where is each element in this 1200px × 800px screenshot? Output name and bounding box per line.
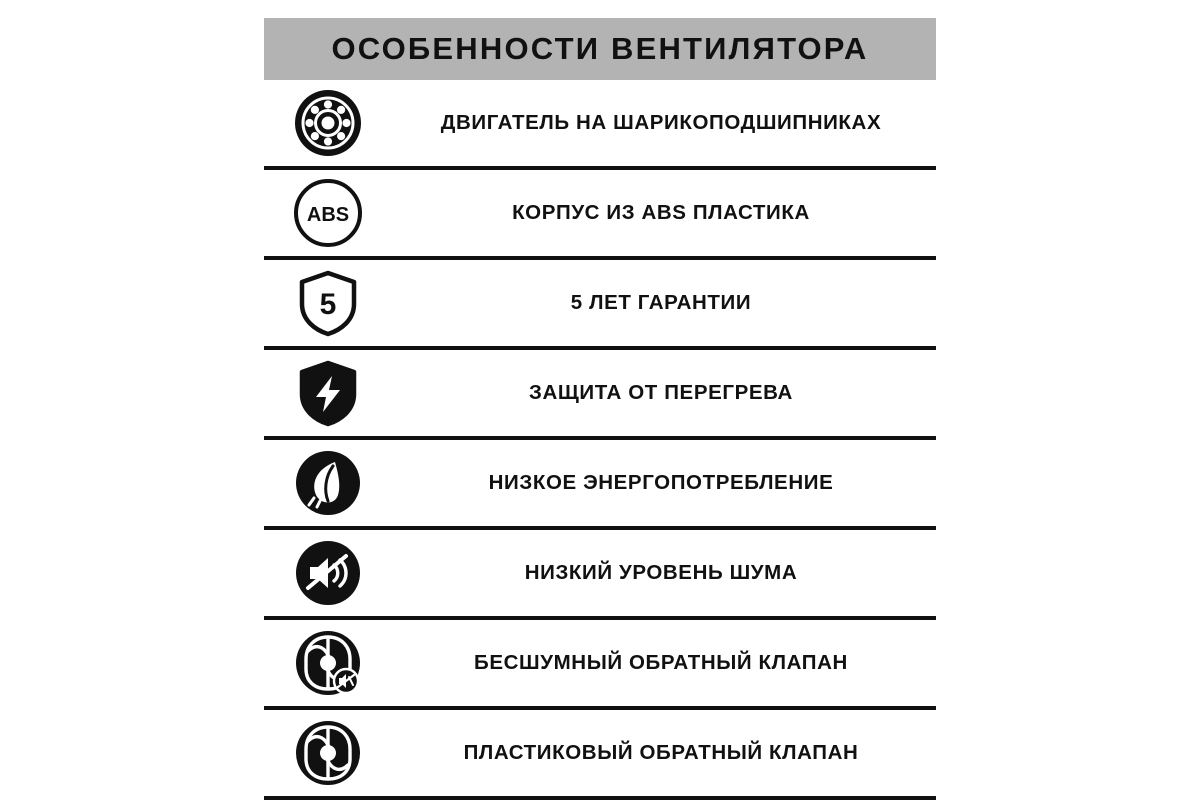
feature-icon-cell	[264, 89, 392, 157]
page-title: ОСОБЕННОСТИ ВЕНТИЛЯТОРА	[331, 31, 869, 66]
panel-title-bar	[264, 18, 936, 80]
feature-label-cell	[392, 291, 936, 315]
feature-icon-cell	[264, 269, 392, 337]
silent-check-valve-icon	[294, 629, 362, 697]
feature-icon-cell	[264, 539, 392, 607]
feature-label-cell	[392, 381, 936, 405]
feature-icon-cell	[264, 449, 392, 517]
mute-speaker-icon	[294, 539, 362, 607]
feature-label: ДВИГАТЕЛЬ НА ШАРИКОПОДШИПНИКАХ	[440, 111, 882, 134]
feature-row	[264, 350, 936, 440]
ball-bearing-icon	[294, 89, 362, 157]
feature-icon-cell	[264, 359, 392, 427]
abs-plastic-icon	[294, 179, 362, 247]
feature-label: ЗАЩИТА ОТ ПЕРЕГРЕВА	[529, 381, 793, 404]
feature-label: НИЗКИЙ УРОВЕНЬ ШУМА	[524, 561, 798, 584]
feature-label: БЕСШУМНЫЙ ОБРАТНЫЙ КЛАПАН	[474, 651, 848, 674]
feature-label: КОРПУС ИЗ ABS ПЛАСТИКА	[512, 201, 810, 224]
feature-panel	[264, 18, 936, 800]
feature-icon-cell	[264, 629, 392, 697]
feature-label-cell	[392, 111, 936, 135]
feature-label-cell	[392, 201, 936, 225]
feature-row	[264, 530, 936, 620]
feature-label: НИЗКОЕ ЭНЕРГОПОТРЕБЛЕНИЕ	[488, 471, 834, 494]
svg-text:ABS: ABS	[306, 204, 350, 226]
feature-row	[264, 80, 936, 170]
feature-rows	[264, 80, 936, 800]
svg-text:5: 5	[319, 288, 337, 321]
feature-row	[264, 260, 936, 350]
feature-row	[264, 710, 936, 800]
warranty-shield-icon	[294, 269, 362, 337]
feature-label-cell	[392, 561, 936, 585]
feature-icon-cell	[264, 719, 392, 787]
feature-row	[264, 620, 936, 710]
feature-label-cell	[392, 471, 936, 495]
feature-icon-cell	[264, 179, 392, 247]
low-energy-leaf-icon	[294, 449, 362, 517]
feature-label-cell	[392, 741, 936, 765]
plastic-check-valve-icon	[294, 719, 362, 787]
feature-label: ПЛАСТИКОВЫЙ ОБРАТНЫЙ КЛАПАН	[463, 741, 859, 764]
feature-row	[264, 440, 936, 530]
overheat-protection-shield-icon	[294, 359, 362, 427]
feature-label-cell	[392, 651, 936, 675]
feature-row	[264, 170, 936, 260]
feature-label: 5 ЛЕТ ГАРАНТИИ	[570, 291, 752, 314]
